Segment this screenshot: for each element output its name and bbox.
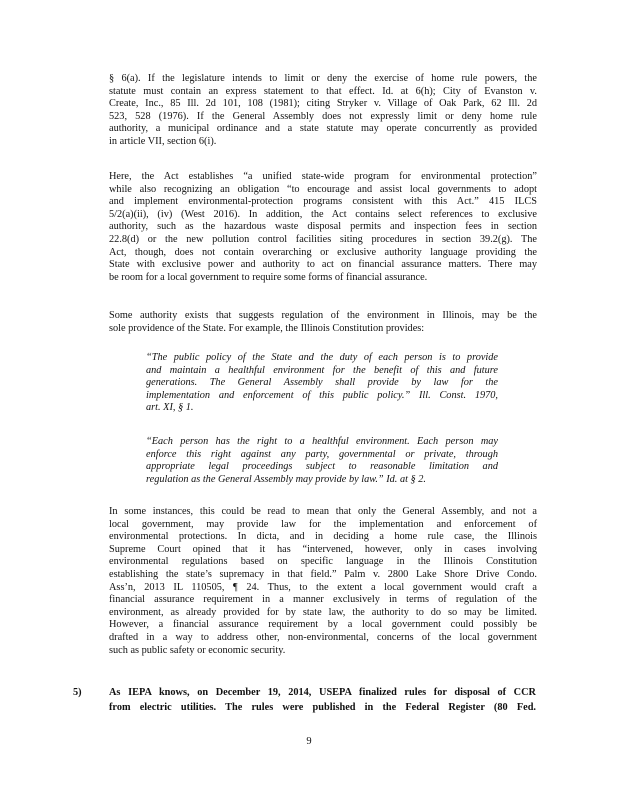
text-line: in article VII, section 6(i). <box>109 135 217 147</box>
heading-line-2: from electric utilities. The rules were published in the Federal Register (80 Fed. <box>109 701 536 713</box>
paragraph-home-rule <box>109 73 537 149</box>
text-line: authority, such as the hazardous waste disposal permits and inspection fees in section <box>109 221 537 233</box>
text-line: However, a financial assurance requirement by a local government could possibly be <box>109 619 537 631</box>
text-line: 22.8(d) or the new pollution control facilities siting procedures in section 39.2(g). The <box>109 233 537 245</box>
text-line: generations. The General Assembly shall provide by law for the <box>146 377 498 389</box>
numbered-heading-5 <box>73 686 536 716</box>
text-line: regulation as the General Assembly may provide by law.” Id. at § 2. <box>146 473 426 485</box>
text-line: Supreme Court opined that it has “intervened, however, only in cases involving <box>109 543 537 555</box>
text-line: environmental regulations based on specific language in the Illinois Constitution <box>109 556 537 568</box>
text-line: enforce this right against any party, governmental or private, through <box>146 448 498 460</box>
text-line: In some instances, this could be read to mean that only the General Assembly, and not a <box>109 506 537 517</box>
text-line: implementation and enforcement of this public policy.” Ill. Const. 1970, <box>146 389 498 401</box>
text-line: and implement environmental-protection programs consistent with this Act.” 415 ILCS <box>109 196 537 208</box>
page-number: 9 <box>306 736 312 747</box>
text-line: authority, a municipal ordinance and a state statute may operate concurrently as provided <box>109 123 537 135</box>
text-line: be room for a local government to require some forms of financial assurance. <box>109 271 428 283</box>
text-line: “The public policy of the State and the duty of each person is to provide <box>146 352 498 363</box>
text-line: Act, though, does not contain overarching or exclusive authority language providing the <box>109 246 537 258</box>
text-line: environmental protections. In dicta, and in deciding a home rule case, the Illinois <box>109 531 537 543</box>
text-line: 5/2(a)(ii), (iv) (West 2016). In addition, the Act contains select references to exclusive <box>109 208 537 220</box>
text-line: § 6(a). If the legislature intends to limit or deny the exercise of home rule powers, the <box>109 73 537 84</box>
text-line: Create, Inc., 85 Ill. 2d 101, 108 (1981); citing Stryker v. Village of Oak Park, 62 Ill. 2d <box>109 98 537 110</box>
text-line: statute must contain an express statement to that effect. Id. at 6(h); City of Evanston v. <box>109 85 537 97</box>
paragraph-some-instances <box>109 506 537 657</box>
heading-line-1: As IEPA knows, on December 19, 2014, USEPA finalized rules for disposal of CCR <box>109 687 536 698</box>
text-line: and maintain a healthful environment for the benefit of this and future <box>146 364 498 376</box>
text-line: such as public safety or economic security. <box>109 644 286 656</box>
heading-number: 5) <box>73 687 82 698</box>
text-line: environment, as already provided for by state law, the authority to do so may be limited. <box>109 606 537 618</box>
text-line: local government, may provide law for the implementation and enforcement of <box>109 518 537 530</box>
text-line: Some authority exists that suggests regulation of the environment in Illinois, may be the <box>109 310 537 321</box>
text-line: while also recognizing an obligation “to encourage and assist local governments to adopt <box>109 183 537 195</box>
text-line: financial assurance requirement in a manner exclusively in terms of regulation of the <box>109 594 537 606</box>
text-line: art. XI, § 1. <box>146 402 194 414</box>
block-quote-section-2 <box>146 436 498 486</box>
text-line: Here, the Act establishes “a unified state-wide program for environmental protection” <box>109 171 537 182</box>
text-line: establishing the state’s supremacy in that field.” Palm v. 2800 Lake Shore Drive Condo. <box>109 568 537 580</box>
text-line: appropriate legal proceedings subject to reasonable limitation and <box>146 461 498 473</box>
block-quote-section-1 <box>146 352 498 415</box>
text-line: drafted in a way to address other, non-environmental, concerns of the local government <box>109 631 537 643</box>
text-line: State with exclusive power and authority to act on financial assurance matters. There may <box>109 259 537 271</box>
text-line: Ass’n, 2013 IL 110505, ¶ 24. Thus, to the extent a local government would craft a <box>109 581 537 593</box>
text-line: 523, 528 (1976). If the General Assembly does not expressly limit or deny home rule <box>109 110 537 122</box>
paragraph-act-establishes <box>109 171 537 284</box>
text-line: “Each person has the right to a healthful environment. Each person may <box>146 436 498 447</box>
text-line: sole providence of the State. For example, the Illinois Constitution provides: <box>109 322 425 334</box>
paragraph-some-authority <box>109 310 537 335</box>
